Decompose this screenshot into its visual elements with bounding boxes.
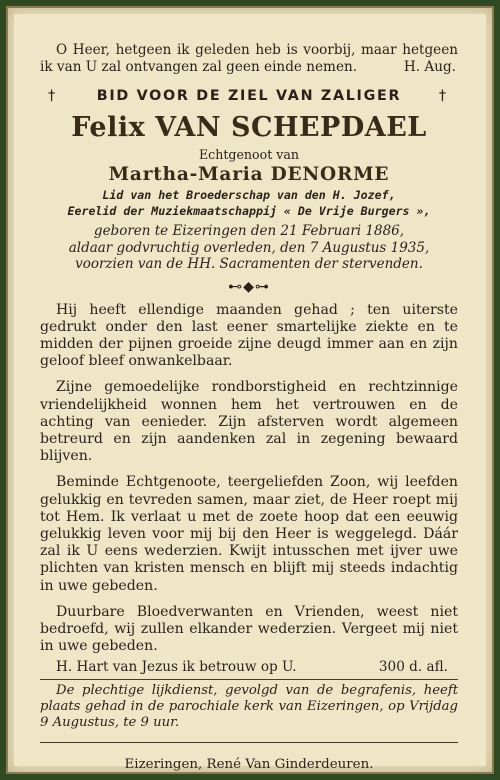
life-dates bbox=[40, 223, 458, 273]
card-frame bbox=[6, 6, 494, 774]
cross-icon: † bbox=[438, 88, 446, 104]
prayer-heading bbox=[40, 88, 458, 104]
funeral-notice: De plechtige lijkdienst, gevolgd van de begrafenis, heeft plaats gehad in de parochiale kerk van Eizeringen, op Vrijdag 9 Augustus, te 9 uur. bbox=[40, 683, 458, 731]
paragraph: Hij heeft ellendige maanden gehad ; ten uiterste gedrukt onder den last eener smartelijke ziekte en te midden der pijnen groeide zijne deugd immer aan en zijn geloof bleef onwankelbaar. bbox=[40, 301, 458, 370]
memorial-card bbox=[14, 14, 486, 773]
memberships bbox=[40, 187, 458, 219]
spouse-name: Martha-Maria DENORME bbox=[108, 164, 390, 185]
indulgence-text: H. Hart van Jezus ik betrouw op U. bbox=[56, 659, 297, 676]
divider bbox=[40, 742, 458, 743]
ornament-divider: ⊷◆⊶ bbox=[228, 278, 270, 295]
spouse-label: Echtgenoot van bbox=[198, 147, 299, 162]
prayer-text: BID VOOR DE ZIEL VAN ZALIGER bbox=[96, 88, 402, 104]
cross-icon: † bbox=[48, 88, 56, 104]
membership-line: Lid van het Broederschap van den H. Jozef, bbox=[102, 188, 396, 202]
indulgence-value: 300 d. afl. bbox=[378, 659, 448, 676]
membership-line: Eerelid der Muziekmaatschappij « De Vrije Burgers », bbox=[67, 204, 431, 218]
sacraments-line: voorzien van de HH. Sacramenten der stervenden. bbox=[75, 256, 423, 272]
printer-imprint: Eizeringen, René Van Ginderdeuren. bbox=[124, 757, 374, 773]
divider bbox=[40, 679, 458, 680]
paragraph: Duurbare Bloedverwanten en Vrienden, weest niet bedroefd, wij zullen elkander wederzien. Vergeet mij niet in uwe gebeden. bbox=[40, 603, 458, 655]
death-line: aldaar godvruchtig overleden, den 7 Augustus 1935, bbox=[68, 239, 430, 256]
indulgence-line bbox=[40, 659, 458, 675]
paragraph: Beminde Echtgenoote, teergeliefden Zoon, wij leefden gelukkig en tevreden samen, maar ziet, de Heer roept mij tot Hem. Ik verlaat u met de zoete hoop dat een eeuwig gelukkig leven voor mij bij den Heer is weggelegd. Dáár zal ik U eens wederzien. Kwijt intusschen met ijver uwe plichten van kristen mensch en blijft mij steeds indachtig in uwe gebeden. bbox=[40, 474, 458, 594]
deceased-name: Felix VAN SCHEPDAEL bbox=[71, 112, 427, 143]
opening-quote: O Heer, hetgeen ik geleden heb is voorbij, maar hetgeen ik van U zal ontvangen zal geen einde nemen. bbox=[40, 42, 458, 75]
paragraph: Zijne gemoedelijke rondborstigheid en rechtzinnige vriendelijkheid wonnen hem het vertrouwen en de achting van eenieder. Zijn afsterven wordt algemeen betreurd en zijn aandenken zal in zegening bewaard blijven. bbox=[40, 379, 458, 465]
birth-line: geboren te Eizeringen den 21 Februari 1886, bbox=[93, 223, 405, 239]
quote-attribution: H. Aug. bbox=[403, 59, 456, 75]
